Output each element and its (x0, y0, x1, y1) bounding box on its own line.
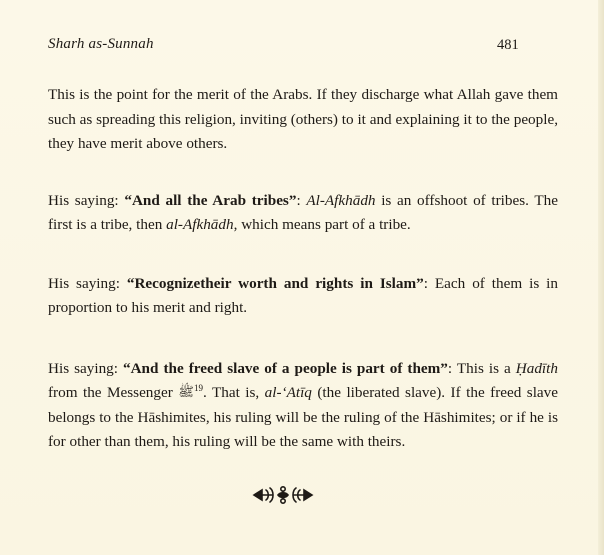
explanation-end: (the liberated slave). If the freed slave belongs to the Hāshimites, his ruling will be the ruling of the Hāshimites; or if he is for other than them, his ruling will be the same with theirs. (48, 384, 559, 450)
quoted-saying: “And the freed slave of a people is part of them” (123, 359, 448, 377)
paragraph-text: This is the point for the merit of the Arabs. If they discharge what Allah gave them such as spreading this religion, inviting (others) to it and explaining it to the people, they have merit above others. (48, 86, 558, 152)
paragraph-merit-of-arabs (48, 83, 558, 157)
paragraph-arab-tribes (48, 189, 558, 238)
explanation-text: : Each of them is in proportion to his merit and right. (48, 274, 558, 316)
colon: : (296, 191, 307, 209)
page-number: 481 (497, 37, 519, 53)
term-hadith: Ḥadīth (515, 359, 558, 377)
explanation-text-3: . That is, (202, 384, 265, 401)
explanation-end: , which means part of a tribe. (233, 216, 411, 233)
term-al-atiq: al-‘Atīq (264, 384, 312, 401)
lead-in: His saying: (48, 191, 125, 209)
term-al-afkhadh-second: al-Afkhādh (166, 216, 234, 233)
salawat-honorific-glyph: ﷺ (178, 384, 194, 399)
paragraph-worth-and-rights (48, 272, 558, 321)
running-head: Sharh as-Sunnah (48, 36, 154, 48)
explanation-text: is an offshoot of tribes. The first is a tribe, then (48, 191, 558, 233)
body-text (48, 83, 558, 455)
footnote-marker[interactable] (194, 383, 203, 393)
page-edge-shadow (598, 0, 604, 555)
term-al-afkhadh: Al-Afkhādh (306, 191, 376, 209)
lead-in: His saying: (48, 274, 127, 292)
floral-divider-icon (252, 484, 314, 506)
footnote-number: 19 (193, 382, 203, 393)
quoted-saying: “And all the Arab tribes” (124, 191, 297, 209)
explanation-text-2: from the Messenger (48, 384, 179, 401)
paragraph-freed-slave (48, 357, 558, 455)
quoted-saying: “Recognizetheir worth and rights in Islam” (126, 274, 424, 292)
lead-in: His saying: (48, 359, 123, 377)
explanation-text: : This is a (447, 359, 516, 377)
